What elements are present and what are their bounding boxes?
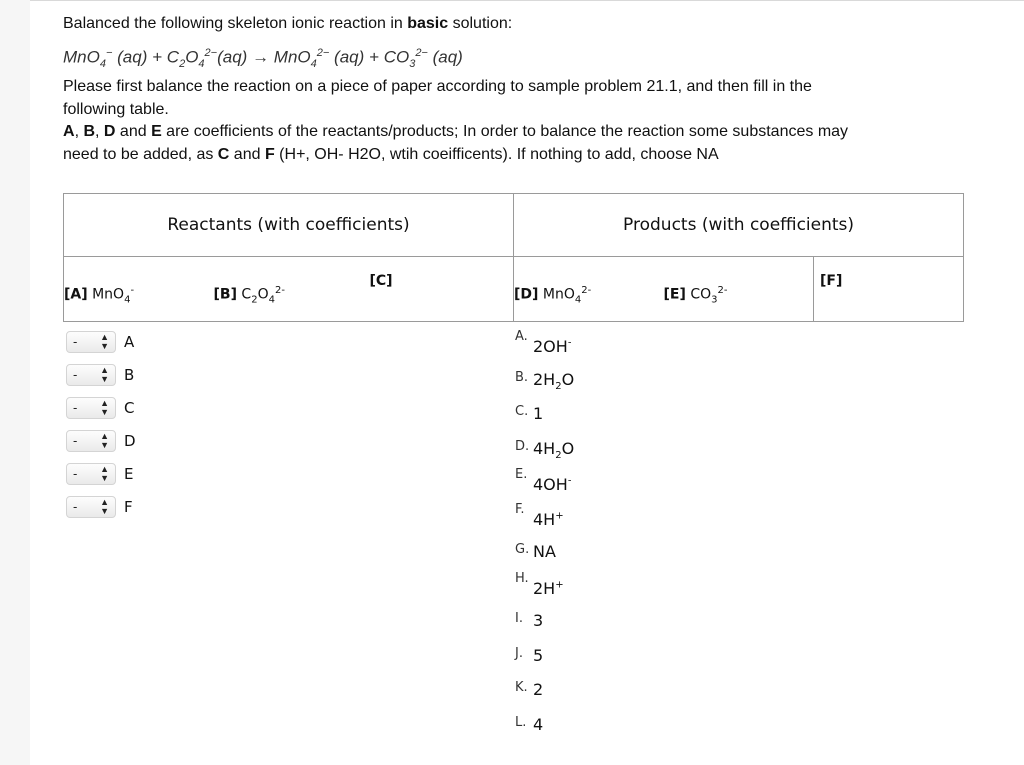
updown-arrows-icon: ▲ ▼ (100, 463, 109, 483)
eq-charge: 2− (316, 47, 330, 59)
formula: C (241, 286, 252, 303)
option-text: 4OH (533, 475, 568, 494)
eq-charge: 2− (415, 47, 428, 59)
select-row-b (66, 358, 136, 391)
formula: MnO (542, 286, 575, 303)
kw: D (103, 123, 116, 140)
sep: and (115, 123, 152, 140)
eq-mno: MnO (63, 47, 100, 67)
formula-charge: 2- (581, 285, 592, 296)
skeleton-equation (63, 42, 463, 76)
select-row-c (66, 391, 136, 424)
eq-plus: + (152, 47, 163, 67)
option-text: 2OH (533, 337, 568, 356)
select-row-d (66, 424, 136, 457)
option-sub: 2 (555, 380, 562, 392)
option-letter: G. (515, 542, 530, 557)
col-a (64, 257, 214, 322)
option-value (533, 579, 564, 598)
eq-sub: 4 (198, 58, 205, 71)
select-row-e (66, 457, 136, 490)
select-e[interactable] (66, 463, 116, 485)
option-charge: + (555, 510, 564, 522)
eq-sub: 2 (179, 58, 186, 71)
col-a-label (64, 257, 134, 305)
option-letter: H. (515, 570, 529, 586)
reactants-header: Reactants (with coefficients) (64, 194, 514, 257)
select-value: - (73, 334, 78, 349)
option-text: O (561, 369, 575, 389)
select-c[interactable] (66, 397, 116, 419)
col-e-label (664, 257, 728, 305)
products-header: Products (with coefficients) (514, 194, 964, 257)
formula-charge: 2- (274, 285, 285, 296)
kw: C (217, 146, 230, 163)
select-label: C (124, 398, 135, 417)
col-e (664, 257, 814, 322)
option-value (533, 370, 574, 392)
eq-state: (aq) (117, 47, 148, 67)
option-value (533, 337, 571, 356)
eq-sub: 3 (409, 58, 416, 71)
col-f-label (814, 257, 842, 289)
col-c-label (364, 257, 393, 289)
formula: O (257, 286, 269, 303)
option-letter: E. (515, 467, 528, 482)
select-value: - (73, 400, 78, 415)
option-letter: D. (515, 438, 530, 454)
select-a[interactable] (66, 331, 116, 353)
option-value (533, 510, 564, 529)
option-value: 5 (533, 645, 544, 665)
option-text: 2H (533, 578, 556, 598)
eq-charge: 2− (204, 47, 218, 59)
sep: , (74, 123, 84, 140)
col-tag: [A] (64, 286, 88, 303)
select-d[interactable] (66, 430, 116, 452)
col-tag: [D] (514, 286, 539, 303)
option-letter: K. (515, 680, 528, 695)
option-letter: F. (515, 501, 525, 517)
option-letter: I. (515, 611, 523, 626)
formula-sub: 3 (711, 294, 718, 306)
col-d-label (514, 257, 591, 305)
option-text: 2H (533, 369, 556, 389)
select-value: - (73, 466, 78, 481)
formula: MnO (92, 286, 125, 303)
eq-state: (aq) (334, 47, 365, 67)
option-value: NA (533, 542, 556, 561)
col-c (364, 257, 514, 322)
option-value: 3 (533, 611, 544, 630)
kw: E (151, 123, 162, 140)
eq-state: (aq) (217, 47, 248, 67)
select-value: - (73, 433, 78, 448)
eq-sub: 4 (99, 58, 106, 71)
eq-state: (aq) (432, 47, 463, 67)
formula-charge: - (130, 285, 135, 296)
option-text: 4H (533, 438, 556, 458)
intro-text: need to be added, as (63, 146, 218, 163)
col-d (514, 257, 664, 322)
col-tag: [F] (820, 273, 843, 289)
eq-o: O (185, 47, 199, 67)
intro-text: Balanced the following skeleton ionic reaction in (63, 15, 408, 32)
eq-co: CO (383, 47, 410, 67)
col-tag: [E] (663, 286, 686, 303)
option-charge: - (567, 337, 572, 349)
select-label: F (124, 497, 133, 516)
select-label: B (124, 365, 135, 384)
intro-line-1 (63, 12, 512, 35)
option-charge: - (567, 475, 572, 487)
intro-text: solution: (448, 15, 513, 32)
option-value: 1 (533, 404, 544, 423)
sep: , (95, 123, 104, 140)
option-text: O (561, 438, 575, 458)
select-label: A (124, 332, 135, 351)
option-value: 4 (533, 714, 544, 734)
option-sub: 2 (555, 449, 562, 461)
formula: CO (690, 286, 712, 303)
formula-sub: 4 (268, 294, 275, 306)
select-label: D (124, 431, 136, 450)
updown-arrows-icon: ▲ ▼ (100, 364, 109, 384)
intro-text: are coefficients of the reactants/products; In order to balance the reaction some substances may (161, 123, 849, 140)
formula-sub: 4 (574, 294, 582, 306)
select-label: E (124, 464, 134, 483)
option-value (533, 475, 571, 494)
option-charge: + (555, 579, 564, 591)
eq-plus: + (369, 47, 379, 67)
formula-sub: 2 (251, 294, 258, 306)
intro-text: (H+, OH- H2O, wtih coeifficents). If nothing to add, choose NA (274, 146, 719, 163)
select-row-a (66, 325, 136, 358)
select-value: - (73, 367, 78, 382)
option-letter: C. (515, 404, 529, 419)
sep: and (229, 146, 265, 163)
col-tag: [C] (369, 273, 393, 289)
option-letter: L. (515, 714, 527, 730)
select-b[interactable] (66, 364, 116, 386)
intro-line-3: Please first balance the reaction on a piece of paper according to sample problem 21.1, and then fill in the (63, 78, 812, 95)
option-letter: J. (515, 645, 523, 661)
option-value: 2 (533, 680, 544, 699)
intro-line-5 (63, 120, 848, 143)
col-f (814, 257, 964, 322)
updown-arrows-icon: ▲ ▼ (100, 397, 109, 417)
kw: B (83, 123, 96, 140)
answer-selects (66, 325, 136, 523)
option-letter: A. (515, 329, 528, 344)
eq-sub: 4 (310, 58, 317, 71)
select-value: - (73, 499, 78, 514)
kw: A (63, 123, 75, 140)
kw: F (264, 146, 275, 163)
answer-table (63, 193, 964, 322)
option-value (533, 439, 574, 461)
eq-charge: − (105, 47, 113, 59)
intro-line-6 (63, 143, 719, 166)
col-b-label (214, 257, 285, 305)
option-letter: B. (515, 369, 529, 385)
updown-arrows-icon: ▲ ▼ (100, 331, 109, 351)
select-f[interactable] (66, 496, 116, 518)
intro-line-4: following table. (63, 101, 169, 118)
col-tag: [B] (213, 286, 237, 303)
intro-bold-basic: basic (407, 15, 449, 32)
eq-arrow: → (252, 47, 270, 67)
col-b (214, 257, 364, 322)
eq-c: C (166, 47, 180, 67)
updown-arrows-icon: ▲ ▼ (100, 496, 109, 516)
formula-sub: 4 (124, 294, 131, 306)
option-text: 4H (533, 509, 556, 529)
select-row-f (66, 490, 136, 523)
updown-arrows-icon: ▲ ▼ (100, 430, 109, 450)
formula-charge: 2- (717, 285, 728, 296)
eq-mno: MnO (273, 47, 311, 67)
